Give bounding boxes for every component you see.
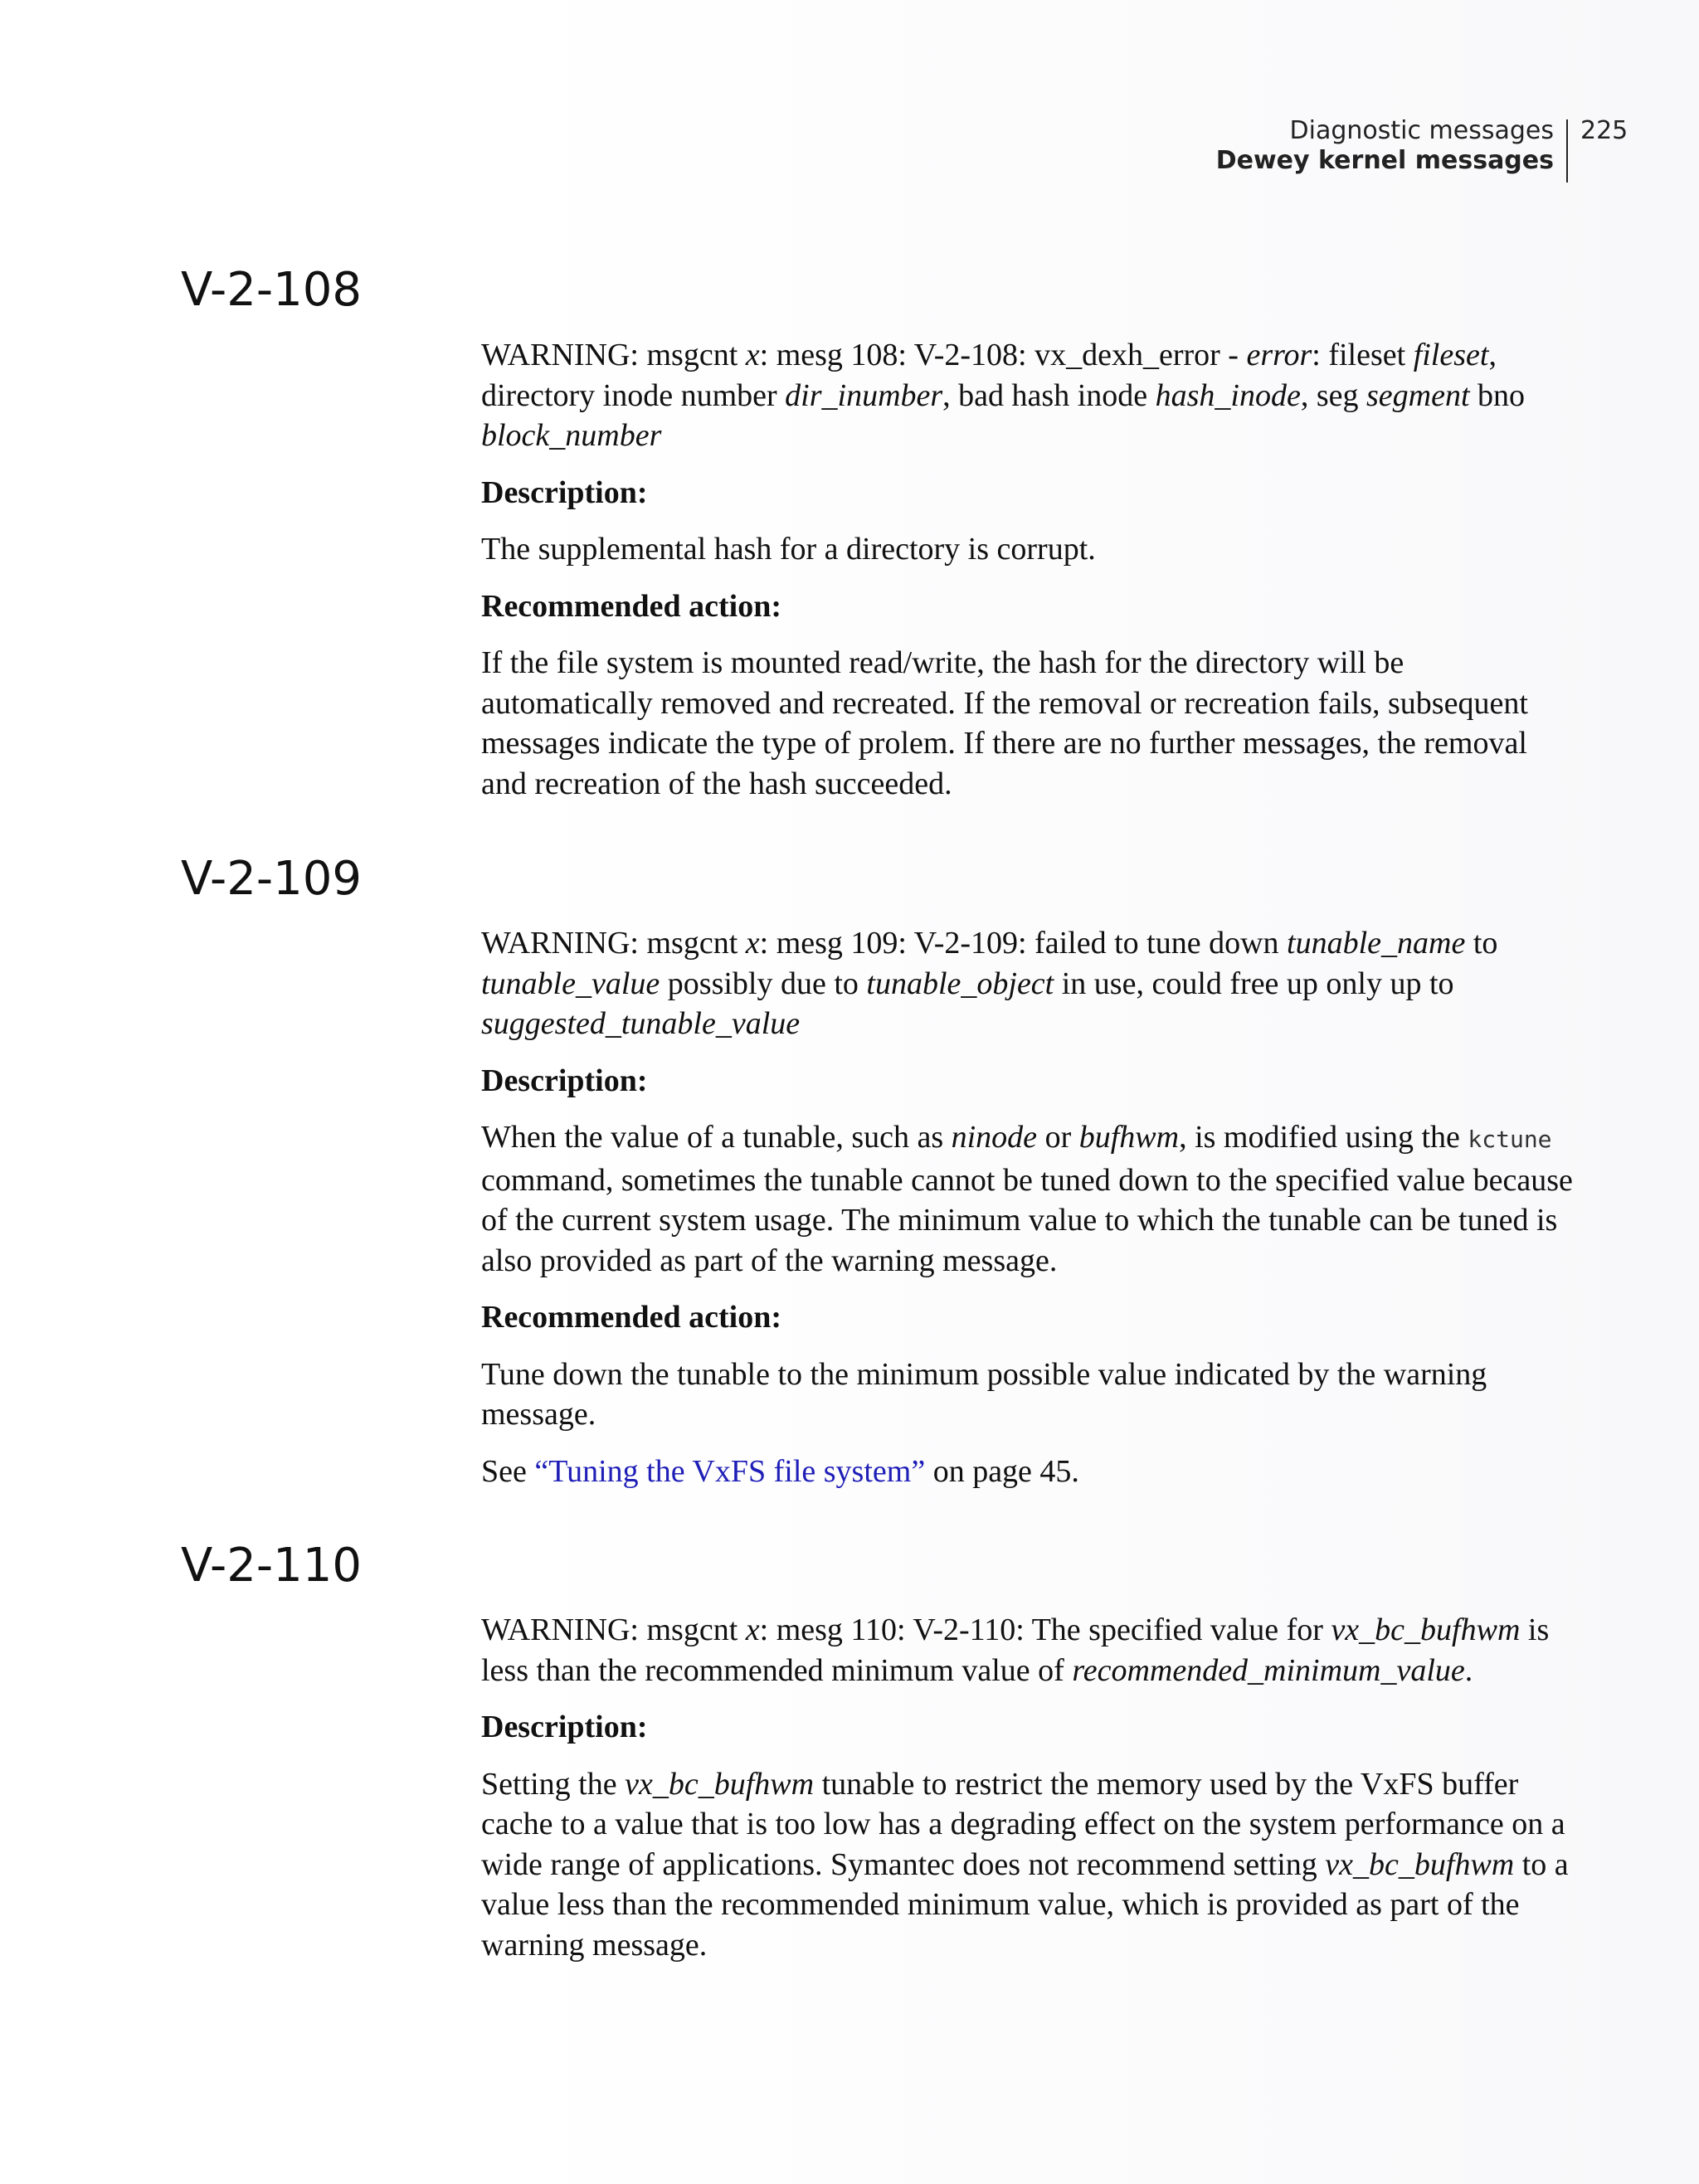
recommended-action-text: Tune down the tunable to the minimum possible value indicated by the warning message. (481, 1356, 1487, 1432)
message-body-v-2-110 (481, 1610, 1576, 1982)
section-title: Dewey kernel messages (1215, 146, 1554, 175)
message-heading-v-2-109: V-2-109 (181, 852, 362, 906)
message-body-v-2-108 (481, 335, 1576, 820)
see-also: See “Tuning the VxFS file system” on page 45. (481, 1453, 1079, 1489)
warning-message: WARNING: msgcnt x: mesg 110: V-2-110: The specified value for vx_bc_bufhwm is less than the recommended minimum value of recommended_minimum_value. (481, 1612, 1550, 1688)
chapter-title: Diagnostic messages (1289, 116, 1554, 145)
message-heading-v-2-108: V-2-108 (181, 263, 362, 317)
description-text: The supplemental hash for a directory is corrupt. (481, 532, 1096, 567)
running-header-titles (1216, 116, 1554, 176)
description-text: When the value of a tunable, such as ninode or bufhwm, is modified using the kctune command, sometimes the tunable cannot be tuned down to the specified value because of the current system usage. The minimum value to which the tunable can be tuned is also provided as part of the warning message. (481, 1120, 1573, 1278)
running-header (0, 116, 1699, 182)
description-label: Description: (481, 1710, 648, 1744)
recommended-action-label: Recommended action: (481, 588, 781, 624)
description-label: Description: (481, 474, 648, 510)
message-heading-v-2-110: V-2-110 (181, 1539, 362, 1593)
warning-message: WARNING: msgcnt x: mesg 109: V-2-109: failed to tune down tunable_name to tunable_value possibly due to tunable_object in use, could free up only up to suggested_tunable_value (481, 926, 1498, 1041)
recommended-action-label: Recommended action: (481, 1300, 781, 1335)
message-body-v-2-109 (481, 923, 1576, 1508)
header-divider (1566, 119, 1568, 182)
description-text: Setting the vx_bc_bufhwm tunable to restrict the memory used by the VxFS buffer cache to a value that is too low has a degrading effect on the system performance on a wide range of applications. Symantec does not recommend setting vx_bc_bufhwm to a value less than the recommended minimum value, which is provided as part of the warning message. (481, 1766, 1569, 1963)
warning-message: WARNING: msgcnt x: mesg 108: V-2-108: vx_dexh_error - error: fileset fileset, directory inode number dir_inumber, bad hash inode hash_inode, seg segment bno block_number (481, 338, 1526, 453)
cross-reference-link[interactable]: “Tuning the VxFS file system” (534, 1453, 926, 1489)
description-label: Description: (481, 1063, 648, 1098)
page-number: 225 (1580, 116, 1628, 145)
kctune-command: kctune (1468, 1126, 1552, 1153)
recommended-action-text: If the file system is mounted read/write, the hash for the directory will be automatically removed and recreated. If the removal or recreation fails, subsequent messages indicate the type of prolem. If there are no further messages, the removal and recreation of the hash succeeded. (481, 645, 1528, 801)
